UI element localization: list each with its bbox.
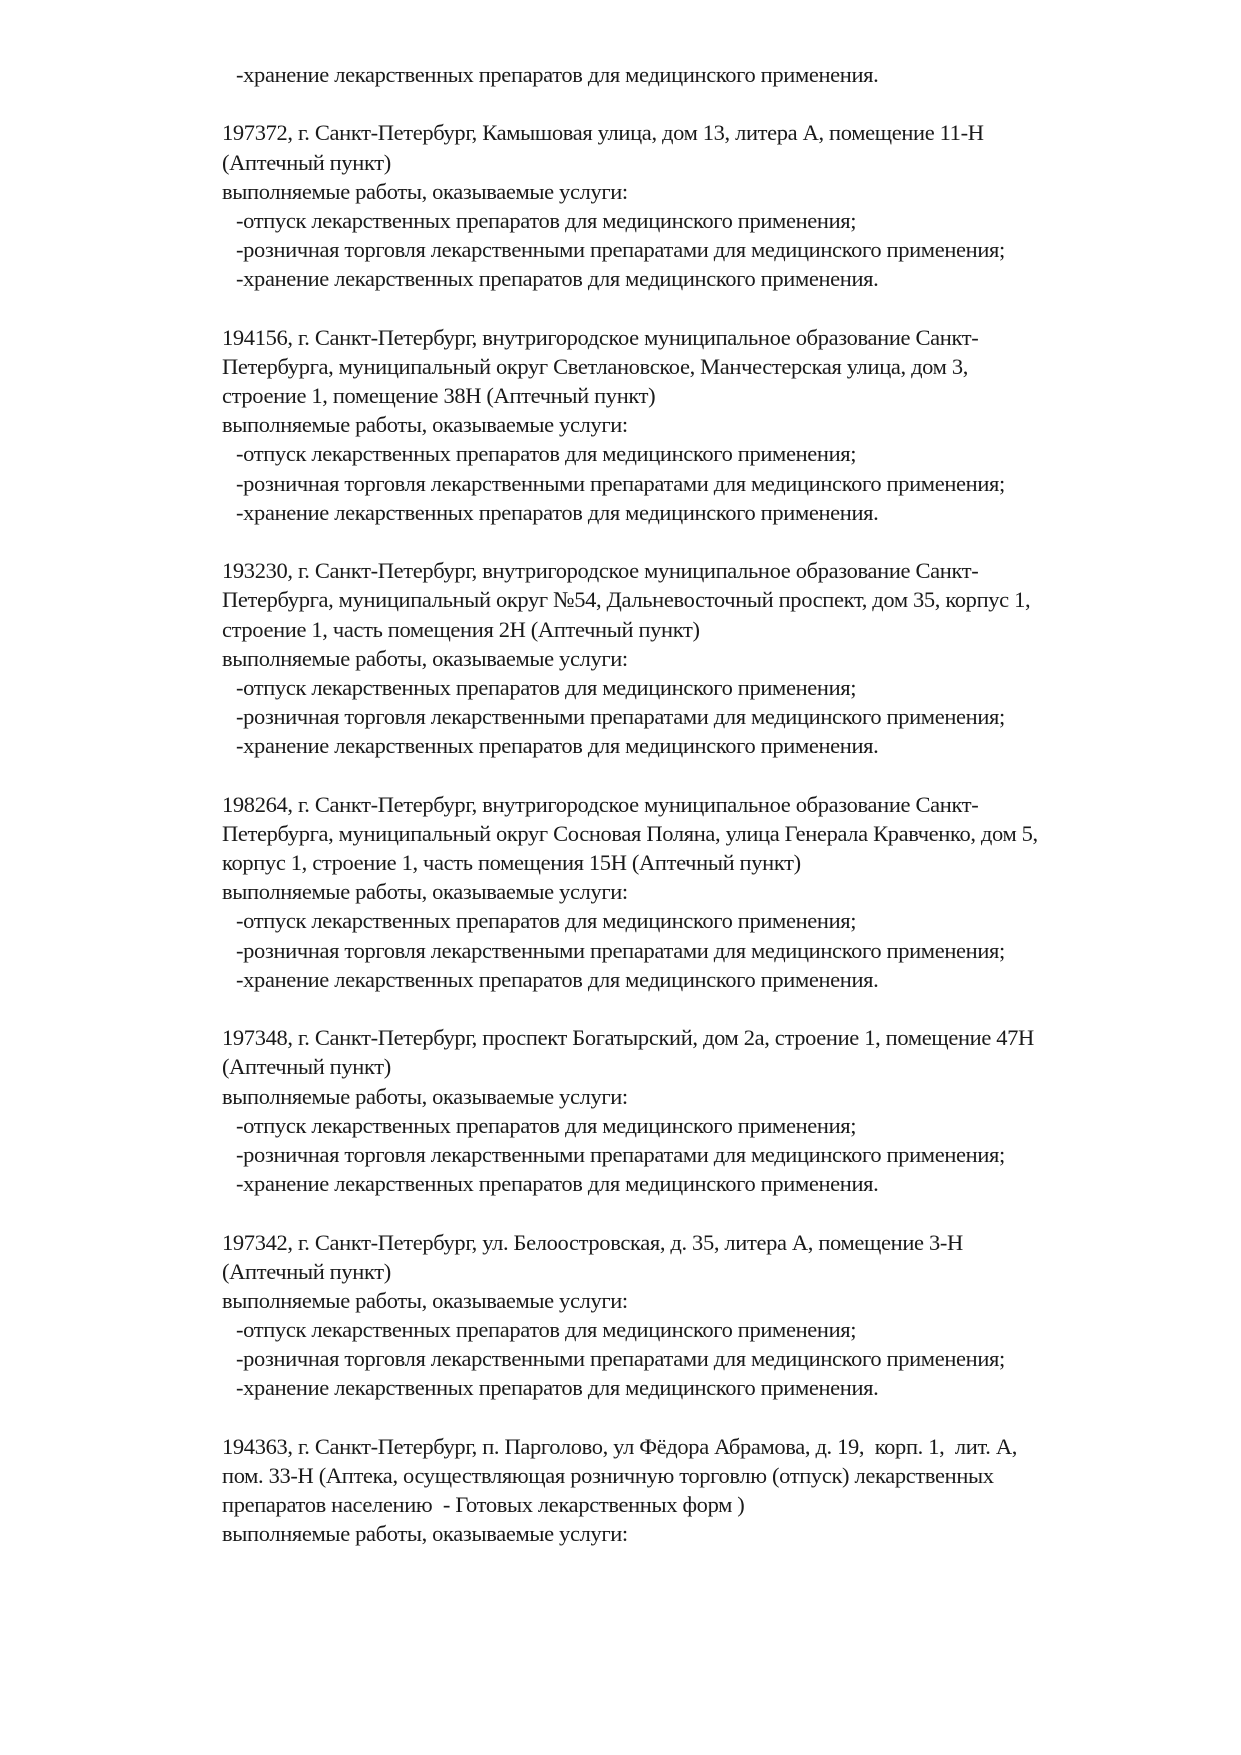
service-line: -отпуск лекарственных препаратов для медицинского применения; [236, 674, 857, 700]
address-line: 197342, г. Санкт-Петербург, ул. Белоостровская, д. 35, литера А, помещение 3-Н [222, 1229, 963, 1255]
address-line: препаратов населению - Готовых лекарственных форм ) [222, 1492, 745, 1518]
address-line: (Аптечный пункт) [222, 149, 391, 175]
service-line: -розничная торговля лекарственными препаратами для медицинского применения; [236, 937, 1005, 963]
entry-spacer [222, 527, 1202, 556]
entry-spacer [222, 761, 1202, 790]
service-line: -отпуск лекарственных препаратов для медицинского применения; [236, 908, 857, 934]
document-page [222, 60, 1202, 1549]
address-line: корпус 1, строение 1, часть помещения 15Н (Аптечный пункт) [222, 850, 801, 876]
services-heading: выполняемые работы, оказываемые услуги: [222, 645, 628, 671]
pharmacy-entry [222, 1432, 1202, 1549]
service-line: -розничная торговля лекарственными препаратами для медицинского применения; [236, 470, 1005, 496]
pharmacy-entries-list [222, 89, 1202, 1548]
service-line: -хранение лекарственных препаратов для медицинского применения. [236, 733, 879, 759]
services-heading: выполняемые работы, оказываемые услуги: [222, 879, 628, 905]
services-heading: выполняемые работы, оказываемые услуги: [222, 1287, 628, 1313]
address-line: 194156, г. Санкт-Петербург, внутригородское муниципальное образование Санкт- [222, 324, 979, 350]
address-line: (Аптечный пункт) [222, 1054, 391, 1080]
service-line: -хранение лекарственных препаратов для медицинского применения. [236, 266, 879, 292]
pharmacy-entry [222, 790, 1202, 994]
entry-spacer [222, 1403, 1202, 1432]
address-line: Петербурга, муниципальный округ Светлановское, Манчестерская улица, дом 3, [222, 353, 968, 379]
pharmacy-entry [222, 1228, 1202, 1403]
service-line: -розничная торговля лекарственными препаратами для медицинского применения; [236, 1141, 1005, 1167]
services-heading: выполняемые работы, оказываемые услуги: [222, 412, 628, 438]
pharmacy-entry [222, 118, 1202, 293]
service-line: -розничная торговля лекарственными препаратами для медицинского применения; [236, 237, 1005, 263]
service-line: -отпуск лекарственных препаратов для медицинского применения; [236, 1317, 857, 1343]
entry-spacer [222, 994, 1202, 1023]
pharmacy-entry [222, 1023, 1202, 1198]
address-line: 197348, г. Санкт-Петербург, проспект Богатырский, дом 2а, строение 1, помещение 47Н [222, 1025, 1034, 1051]
service-line: -розничная торговля лекарственными препаратами для медицинского применения; [236, 704, 1005, 730]
address-line: (Аптечный пункт) [222, 1258, 391, 1284]
address-line: Петербурга, муниципальный округ №54, Дальневосточный проспект, дом 35, корпус 1, [222, 587, 1031, 613]
service-line: -хранение лекарственных препаратов для медицинского применения. [236, 62, 879, 87]
entry-spacer [222, 89, 1202, 118]
address-line: пом. 33-Н (Аптека, осуществляющая розничную торговлю (отпуск) лекарственных [222, 1463, 994, 1488]
service-line: -розничная торговля лекарственными препаратами для медицинского применения; [236, 1346, 1005, 1372]
address-line: строение 1, часть помещения 2Н (Аптечный пункт) [222, 616, 700, 642]
entry-spacer [222, 1198, 1202, 1227]
pharmacy-entry [222, 556, 1202, 760]
address-line: Петербурга, муниципальный округ Сосновая Поляна, улица Генерала Кравченко, дом 5, [222, 820, 1038, 846]
services-heading: выполняемые работы, оказываемые услуги: [222, 1521, 628, 1547]
address-line: 198264, г. Санкт-Петербург, внутригородское муниципальное образование Санкт- [222, 791, 979, 817]
address-line: 197372, г. Санкт-Петербург, Камышовая улица, дом 13, литера А, помещение 11-Н [222, 120, 984, 146]
entry-spacer [222, 294, 1202, 323]
service-line: -отпуск лекарственных препаратов для медицинского применения; [236, 441, 857, 467]
service-line: -хранение лекарственных препаратов для медицинского применения. [236, 966, 879, 992]
service-line: -отпуск лекарственных препаратов для медицинского применения; [236, 1112, 857, 1138]
services-heading: выполняемые работы, оказываемые услуги: [222, 178, 628, 204]
address-line: 193230, г. Санкт-Петербург, внутригородское муниципальное образование Санкт- [222, 558, 979, 584]
service-line: -отпуск лекарственных препаратов для медицинского применения; [236, 207, 857, 233]
address-line: 194363, г. Санкт-Петербург, п. Парголово, ул Фёдора Абрамова, д. 19, корп. 1, лит. А, [222, 1433, 1018, 1459]
leading-fragment [222, 60, 1202, 89]
service-line: -хранение лекарственных препаратов для медицинского применения. [236, 499, 879, 525]
service-line: -хранение лекарственных препаратов для медицинского применения. [236, 1375, 879, 1401]
service-line: -хранение лекарственных препаратов для медицинского применения. [236, 1171, 879, 1197]
services-heading: выполняемые работы, оказываемые услуги: [222, 1083, 628, 1109]
address-line: строение 1, помещение 38Н (Аптечный пункт) [222, 383, 656, 409]
pharmacy-entry [222, 323, 1202, 527]
